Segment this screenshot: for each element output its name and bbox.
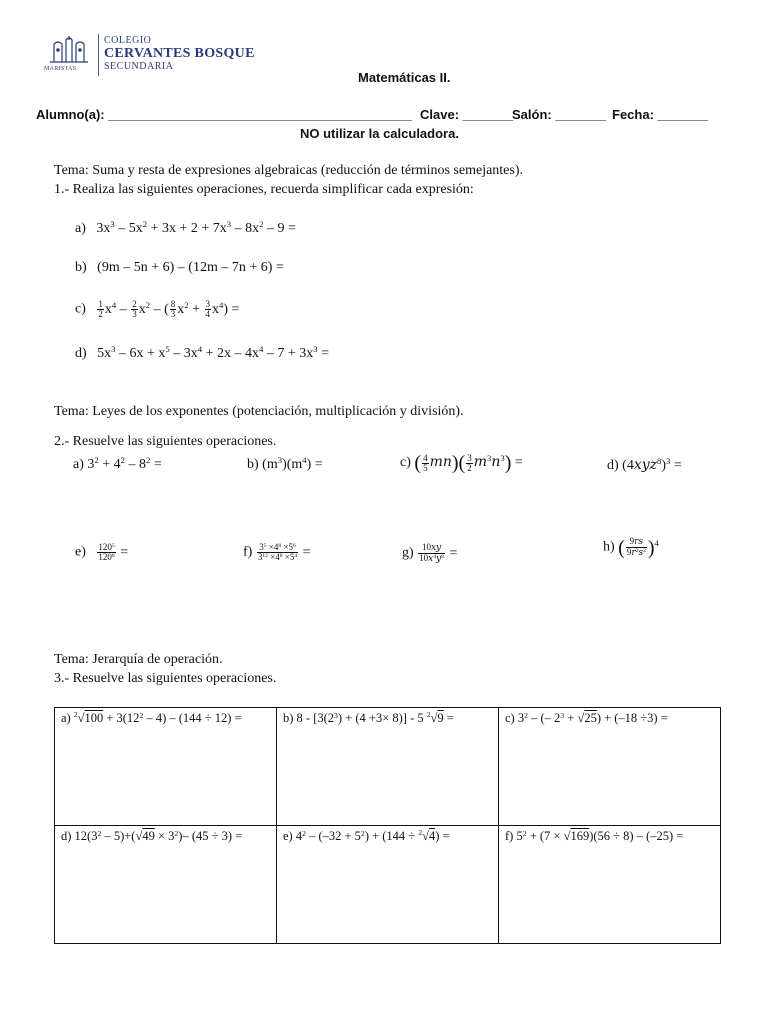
exercise-1b-expr: (9m – 5n + 6) – (12m – 7n + 6) = [97, 260, 284, 275]
exercise-3c-label: c) [505, 711, 515, 725]
logo-line-1: COLEGIO [104, 35, 152, 46]
exercise-3f-cell[interactable] [499, 826, 721, 944]
exercise-1a-label: a) [75, 221, 86, 236]
exercise-2f-expr: $\frac{3^5 \times 4^8 \times 5^6}{3^{12} \times 4^8 \times 5^4}$ = [257, 542, 311, 562]
logo-line-3: SECUNDARIA [104, 61, 174, 72]
exercise-2h-label: h) [603, 539, 615, 555]
exercise-2d-expr: $(4xyz^8)^3$ = [622, 456, 682, 473]
section2-topic: Tema: Leyes de los exponentes (potenciación, multiplicación y división). [54, 404, 464, 419]
exercise-3e-cell[interactable] [277, 826, 499, 944]
exercise-2c-expr: ( $\frac{4}{5}$ mn)( $\frac{3}{2}$ $m^3n^3$) = [414, 452, 523, 474]
exercise-2a [73, 457, 162, 473]
exercise-2b-label: b) [247, 457, 259, 472]
exercise-3a-cell[interactable] [55, 708, 277, 826]
exercise-3c-expr: $3^2$ – (– $2^3 + √25) + (-18 \div 3)$ = [517, 710, 668, 725]
section1-instruction: 1.- Realiza las siguientes operaciones, recuerda simplificar cada expresión: [54, 182, 474, 197]
exercise-2b-expr: $(m^3)(m^4)$ = [262, 455, 323, 472]
exercise-3b-cell[interactable] [277, 708, 499, 826]
exercise-1d-label: d) [75, 346, 87, 361]
exercise-3d-expr: $12(3^2 - 5)+(√49 \times 3^2)-$ (45 ÷ 3) = [74, 828, 243, 843]
logo-line-2: CERVANTES BOSQUE [104, 46, 255, 61]
exercise-2a-expr: $3^2 + 4^2 - 8^2$ = [87, 455, 162, 472]
operations-table [54, 707, 721, 944]
exercise-2f-label: f) [243, 544, 253, 560]
exercise-3e-expr: $4^2 - (-32 + 5^2) + (144 \div ^2√4)$ = [295, 827, 450, 843]
salon-field: Salón: _______ [512, 107, 606, 122]
exercise-2d-label: d) [607, 458, 619, 473]
exercise-2f [243, 543, 311, 562]
exercise-3f-expr: $5^2 + (7 \times √169)(56 \div 8) - (-25)$ = [516, 828, 684, 843]
exercise-2g [402, 543, 457, 564]
section3-topic: Tema: Jerarquía de operación. [54, 652, 223, 667]
exercise-1c [75, 300, 239, 319]
logo-sub-label: MARISTAS [44, 66, 77, 72]
exercise-2d [607, 457, 682, 474]
exercise-3e-label: e) [283, 829, 293, 843]
section2-instruction: 2.- Resuelve las siguientes operaciones. [54, 434, 277, 449]
school-logo [44, 34, 256, 78]
exercise-2h [603, 537, 659, 558]
exercise-1a [75, 221, 296, 237]
section3-instruction: 3.- Resuelve las siguientes operaciones. [54, 671, 277, 686]
exercise-1c-label: c) [75, 301, 86, 317]
logo-text [104, 36, 255, 72]
fecha-field: Fecha: _______ [612, 107, 709, 122]
exercise-2c-label: c) [400, 455, 411, 471]
exercise-2e [75, 543, 128, 562]
exercise-2h-expr: ( $\frac{9rs}{9r^2s^2}$ )$^4$ [618, 536, 659, 559]
exercise-1d [75, 346, 329, 362]
exercise-2c [400, 453, 523, 473]
exercise-1a-expr: $3x^3 - 5x^2 + 3x + 2 + 7x^3 - 8x^2 - 9$ = [96, 219, 296, 236]
exercise-2g-label: g) [402, 545, 414, 561]
exercise-3b-label: b) [283, 711, 294, 725]
section1-topic: Tema: Suma y resta de expresiones algebraicas (reducción de términos semejantes). [54, 163, 524, 178]
exercise-1c-expr: $\frac{1}{2}$ $x^4$ – $\frac{2}{3}$ $x^2$ – ( $\frac{8}{3}$ $x^2$ + $\frac{3}{4}$ $x^4$) = [98, 299, 240, 319]
exercise-3f-label: f) [505, 829, 514, 843]
table-row [55, 708, 721, 826]
exercise-1b-label: b) [75, 260, 87, 275]
student-field: Alumno(a): __________________________________________ [36, 107, 412, 122]
exercise-3a-label: a) [61, 711, 71, 725]
exercise-1b [75, 260, 284, 276]
exercise-3c-cell[interactable] [499, 708, 721, 826]
clave-field: Clave: _______ [420, 107, 514, 122]
exercise-2b [247, 457, 323, 473]
exercise-2g-expr: $\frac{10xy}{10x^4y^8}$ = [419, 542, 458, 564]
exercise-3d-cell[interactable] [55, 826, 277, 944]
exercise-2a-label: a) [73, 457, 84, 472]
no-calculator-warning: NO utilizar la calculadora. [300, 126, 459, 141]
exercise-3d-label: d) [61, 829, 72, 843]
exercise-3b-expr: $8 - [3(2^3) + (4 +3\times 8)] - 5$ $^2$√9 = [296, 709, 454, 725]
subject-title: Matemáticas II. [358, 70, 451, 85]
table-row [55, 826, 721, 944]
logo-divider [98, 34, 99, 76]
exercise-2e-expr: $\frac{120^5}{120^8}$ = [98, 542, 129, 562]
exercise-1d-expr: $5x^3 - 6x + x^5 - 3x^4 + 2x - 4x^4 - 7 + 3x^3$ = [97, 344, 330, 361]
exercise-2e-label: e) [75, 544, 86, 560]
exercise-3a-expr: $^2√100 + 3(12^2 - 4) - (144 \div 12)$ = [73, 709, 242, 725]
